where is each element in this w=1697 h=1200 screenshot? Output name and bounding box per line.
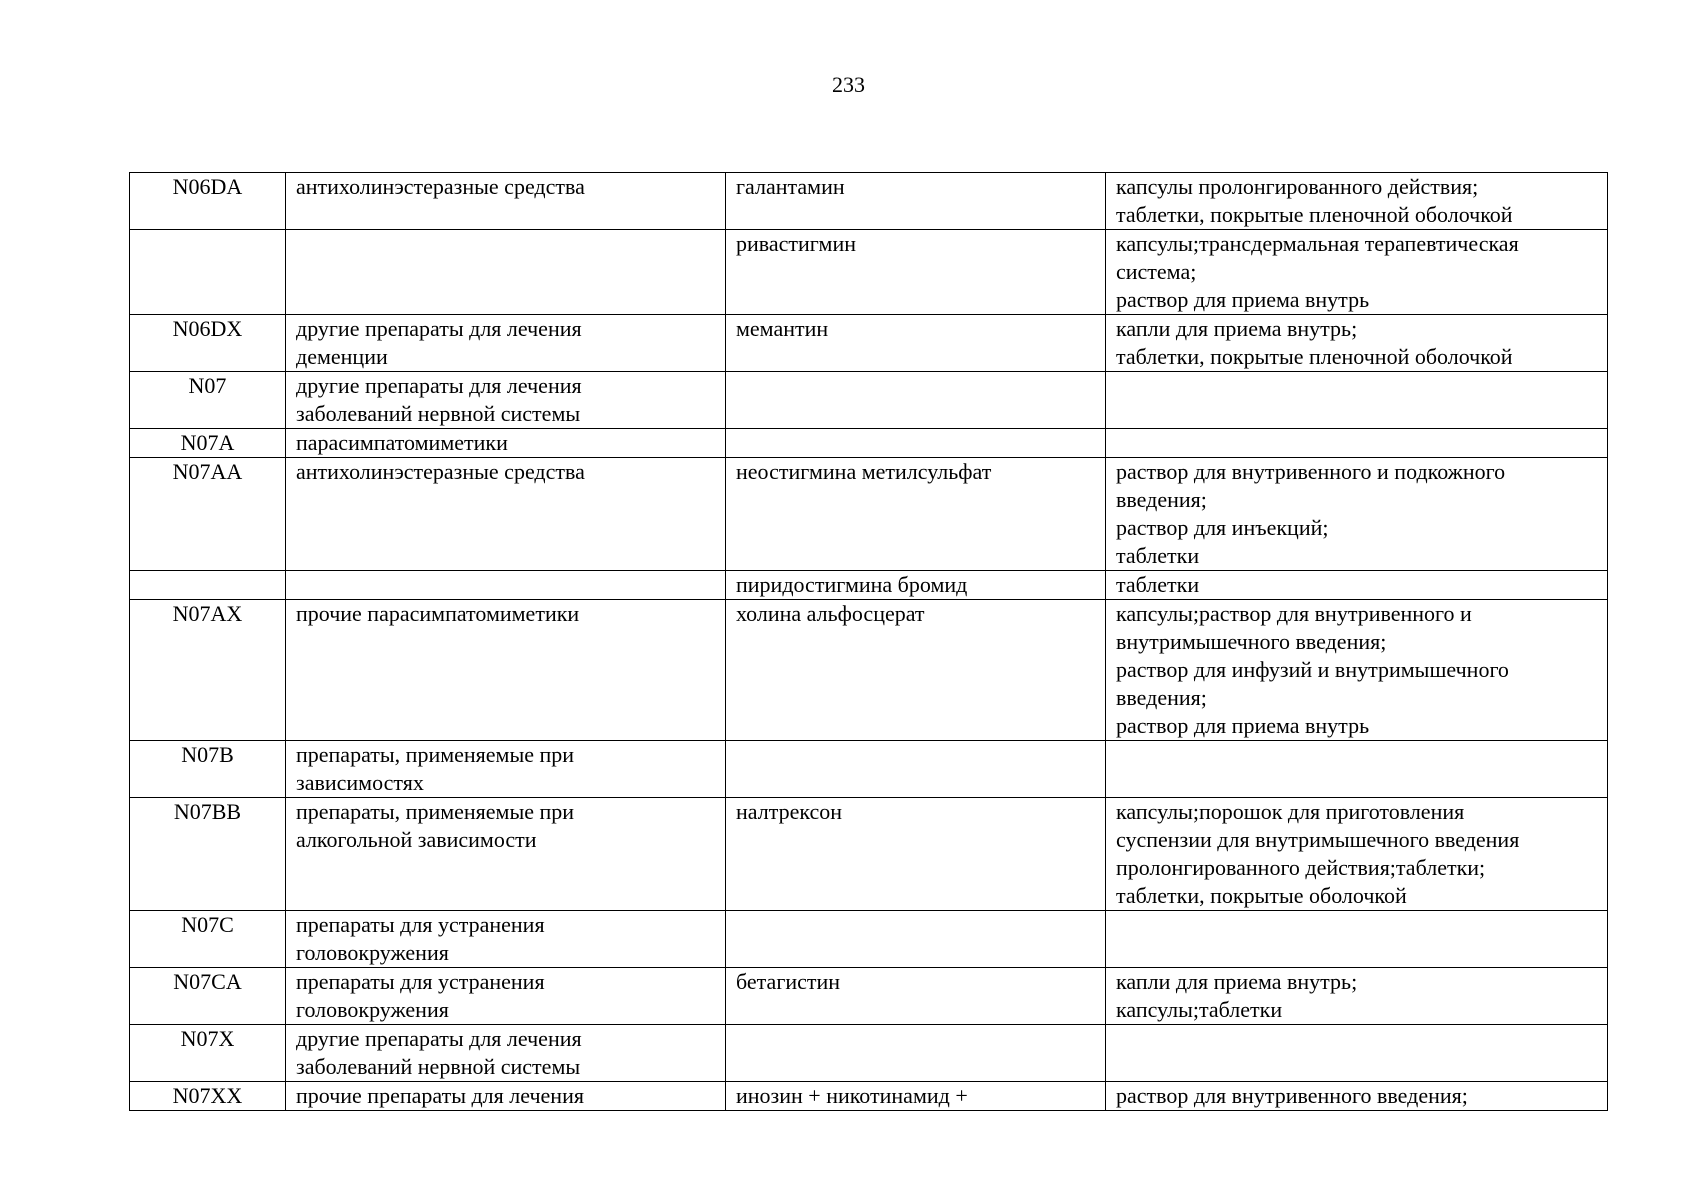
page-number: 233 <box>832 72 865 97</box>
drug-name-cell <box>726 1082 1106 1111</box>
drug-name-cell <box>726 741 1106 798</box>
dosage-forms-cell <box>1106 1082 1608 1111</box>
atc-code-cell: N07 <box>130 372 286 429</box>
table-row <box>130 230 1608 315</box>
table-row <box>130 571 1608 600</box>
pharmacological-group-cell <box>286 571 726 600</box>
dosage-forms-line: раствор для инъекций; <box>1116 515 1329 540</box>
dosage-forms-line: капли для приема внутрь; <box>1116 969 1358 994</box>
dosage-forms-line: раствор для внутривенного и подкожного <box>1116 459 1506 484</box>
dosage-forms-line: раствор для внутривенного введения; <box>1116 1083 1468 1108</box>
atc-code-cell: N07AX <box>130 600 286 741</box>
pharmacological-group-line: препараты для устранения <box>296 969 545 994</box>
dosage-forms-line: внутримышечного введения; <box>1116 629 1387 654</box>
dosage-forms-cell <box>1106 315 1608 372</box>
table-row <box>130 315 1608 372</box>
table-row <box>130 911 1608 968</box>
pharmacological-group-line: заболеваний нервной системы <box>296 1054 581 1079</box>
dosage-forms-line: пролонгированного действия;таблетки; <box>1116 855 1486 880</box>
dosage-forms-cell <box>1106 230 1608 315</box>
pharmacological-group-line: другие препараты для лечения <box>296 373 582 398</box>
dosage-forms-line: капсулы;трансдермальная терапевтическая <box>1116 231 1519 256</box>
pharmacological-group-line: препараты, применяемые при <box>296 742 575 767</box>
atc-code-cell: N07AA <box>130 458 286 571</box>
dosage-forms-cell <box>1106 741 1608 798</box>
drug-name-cell <box>726 173 1106 230</box>
drug-name-cell <box>726 968 1106 1025</box>
dosage-forms-line: таблетки, покрытые оболочкой <box>1116 883 1407 908</box>
pharmacological-group-line: другие препараты для лечения <box>296 1026 582 1051</box>
table-row <box>130 372 1608 429</box>
dosage-forms-cell <box>1106 968 1608 1025</box>
pharmacological-group-line: деменции <box>296 344 388 369</box>
table-row <box>130 1025 1608 1082</box>
dosage-forms-line: система; <box>1116 259 1197 284</box>
pharmacological-group-cell <box>286 600 726 741</box>
atc-code-cell: N06DX <box>130 315 286 372</box>
dosage-forms-line: введения; <box>1116 685 1207 710</box>
pharmacological-group-line: препараты для устранения <box>296 912 545 937</box>
drug-name-line: холина альфосцерат <box>736 601 925 626</box>
atc-code-cell: N07XX <box>130 1082 286 1111</box>
drug-name-line: ривастигмин <box>736 231 856 256</box>
drug-name-cell <box>726 571 1106 600</box>
drug-name-cell <box>726 911 1106 968</box>
dosage-forms-line: раствор для приема внутрь <box>1116 713 1370 738</box>
drug-name-cell <box>726 372 1106 429</box>
atc-code-cell: N07X <box>130 1025 286 1082</box>
pharmacological-group-cell <box>286 173 726 230</box>
dosage-forms-cell <box>1106 1025 1608 1082</box>
pharmacological-group-line: зависимостях <box>296 770 424 795</box>
pharmacological-group-line: заболеваний нервной системы <box>296 401 581 426</box>
drug-name-line: бетагистин <box>736 969 841 994</box>
atc-code-cell <box>130 571 286 600</box>
pharmacological-group-line: антихолинэстеразные средства <box>296 459 585 484</box>
dosage-forms-line: суспензии для внутримышечного введения <box>1116 827 1520 852</box>
pharmacological-group-line: головокружения <box>296 997 449 1022</box>
drug-name-cell <box>726 315 1106 372</box>
drug-table <box>129 172 1608 1111</box>
drug-name-line: галантамин <box>736 174 845 199</box>
pharmacological-group-line: антихолинэстеразные средства <box>296 174 585 199</box>
atc-code-cell: N07B <box>130 741 286 798</box>
pharmacological-group-cell <box>286 1082 726 1111</box>
dosage-forms-cell <box>1106 600 1608 741</box>
dosage-forms-cell <box>1106 173 1608 230</box>
atc-code-cell: N07C <box>130 911 286 968</box>
pharmacological-group-line: парасимпатомиметики <box>296 430 508 455</box>
dosage-forms-cell <box>1106 458 1608 571</box>
drug-name-cell <box>726 458 1106 571</box>
atc-code-cell <box>130 230 286 315</box>
dosage-forms-line: введения; <box>1116 487 1207 512</box>
drug-name-line: мемантин <box>736 316 829 341</box>
pharmacological-group-cell <box>286 968 726 1025</box>
table-row <box>130 968 1608 1025</box>
drug-name-cell <box>726 230 1106 315</box>
drug-name-cell <box>726 1025 1106 1082</box>
drug-name-line: пиридостигмина бромид <box>736 572 968 597</box>
pharmacological-group-cell <box>286 458 726 571</box>
pharmacological-group-cell <box>286 315 726 372</box>
atc-code-cell: N06DA <box>130 173 286 230</box>
drug-name-cell <box>726 600 1106 741</box>
pharmacological-group-line: алкогольной зависимости <box>296 827 537 852</box>
table-row <box>130 600 1608 741</box>
table-row <box>130 429 1608 458</box>
atc-code-cell: N07CA <box>130 968 286 1025</box>
pharmacological-group-cell <box>286 911 726 968</box>
dosage-forms-cell <box>1106 911 1608 968</box>
pharmacological-group-line: другие препараты для лечения <box>296 316 582 341</box>
drug-name-line: налтрексон <box>736 799 843 824</box>
pharmacological-group-cell <box>286 798 726 911</box>
pharmacological-group-cell <box>286 230 726 315</box>
dosage-forms-line: капсулы;раствор для внутривенного и <box>1116 601 1472 626</box>
dosage-forms-line: раствор для приема внутрь <box>1116 287 1370 312</box>
pharmacological-group-cell <box>286 1025 726 1082</box>
atc-code-cell: N07A <box>130 429 286 458</box>
pharmacological-group-line: прочие парасимпатомиметики <box>296 601 580 626</box>
pharmacological-group-line: головокружения <box>296 940 449 965</box>
dosage-forms-line: таблетки <box>1116 572 1200 597</box>
table-body <box>130 173 1608 1111</box>
atc-code-cell: N07BB <box>130 798 286 911</box>
table-row <box>130 458 1608 571</box>
dosage-forms-line: капсулы пролонгированного действия; <box>1116 174 1479 199</box>
drug-name-cell <box>726 429 1106 458</box>
table-row <box>130 798 1608 911</box>
drug-name-cell <box>726 798 1106 911</box>
pharmacological-group-line: прочие препараты для лечения <box>296 1083 584 1108</box>
dosage-forms-cell <box>1106 571 1608 600</box>
table-row <box>130 741 1608 798</box>
dosage-forms-line: таблетки, покрытые пленочной оболочкой <box>1116 202 1513 227</box>
pharmacological-group-cell <box>286 372 726 429</box>
dosage-forms-line: капсулы;порошок для приготовления <box>1116 799 1465 824</box>
dosage-forms-line: таблетки, покрытые пленочной оболочкой <box>1116 344 1513 369</box>
dosage-forms-line: капсулы;таблетки <box>1116 997 1283 1022</box>
pharmacological-group-cell <box>286 741 726 798</box>
pharmacological-group-cell <box>286 429 726 458</box>
dosage-forms-cell <box>1106 372 1608 429</box>
drug-name-line: неостигмина метилсульфат <box>736 459 992 484</box>
dosage-forms-line: таблетки <box>1116 543 1200 568</box>
dosage-forms-line: капли для приема внутрь; <box>1116 316 1358 341</box>
table-row <box>130 173 1608 230</box>
table-row <box>130 1082 1608 1111</box>
dosage-forms-cell <box>1106 429 1608 458</box>
dosage-forms-cell <box>1106 798 1608 911</box>
dosage-forms-line: раствор для инфузий и внутримышечного <box>1116 657 1509 682</box>
drug-name-line: инозин + никотинамид + <box>736 1083 968 1108</box>
pharmacological-group-line: препараты, применяемые при <box>296 799 575 824</box>
